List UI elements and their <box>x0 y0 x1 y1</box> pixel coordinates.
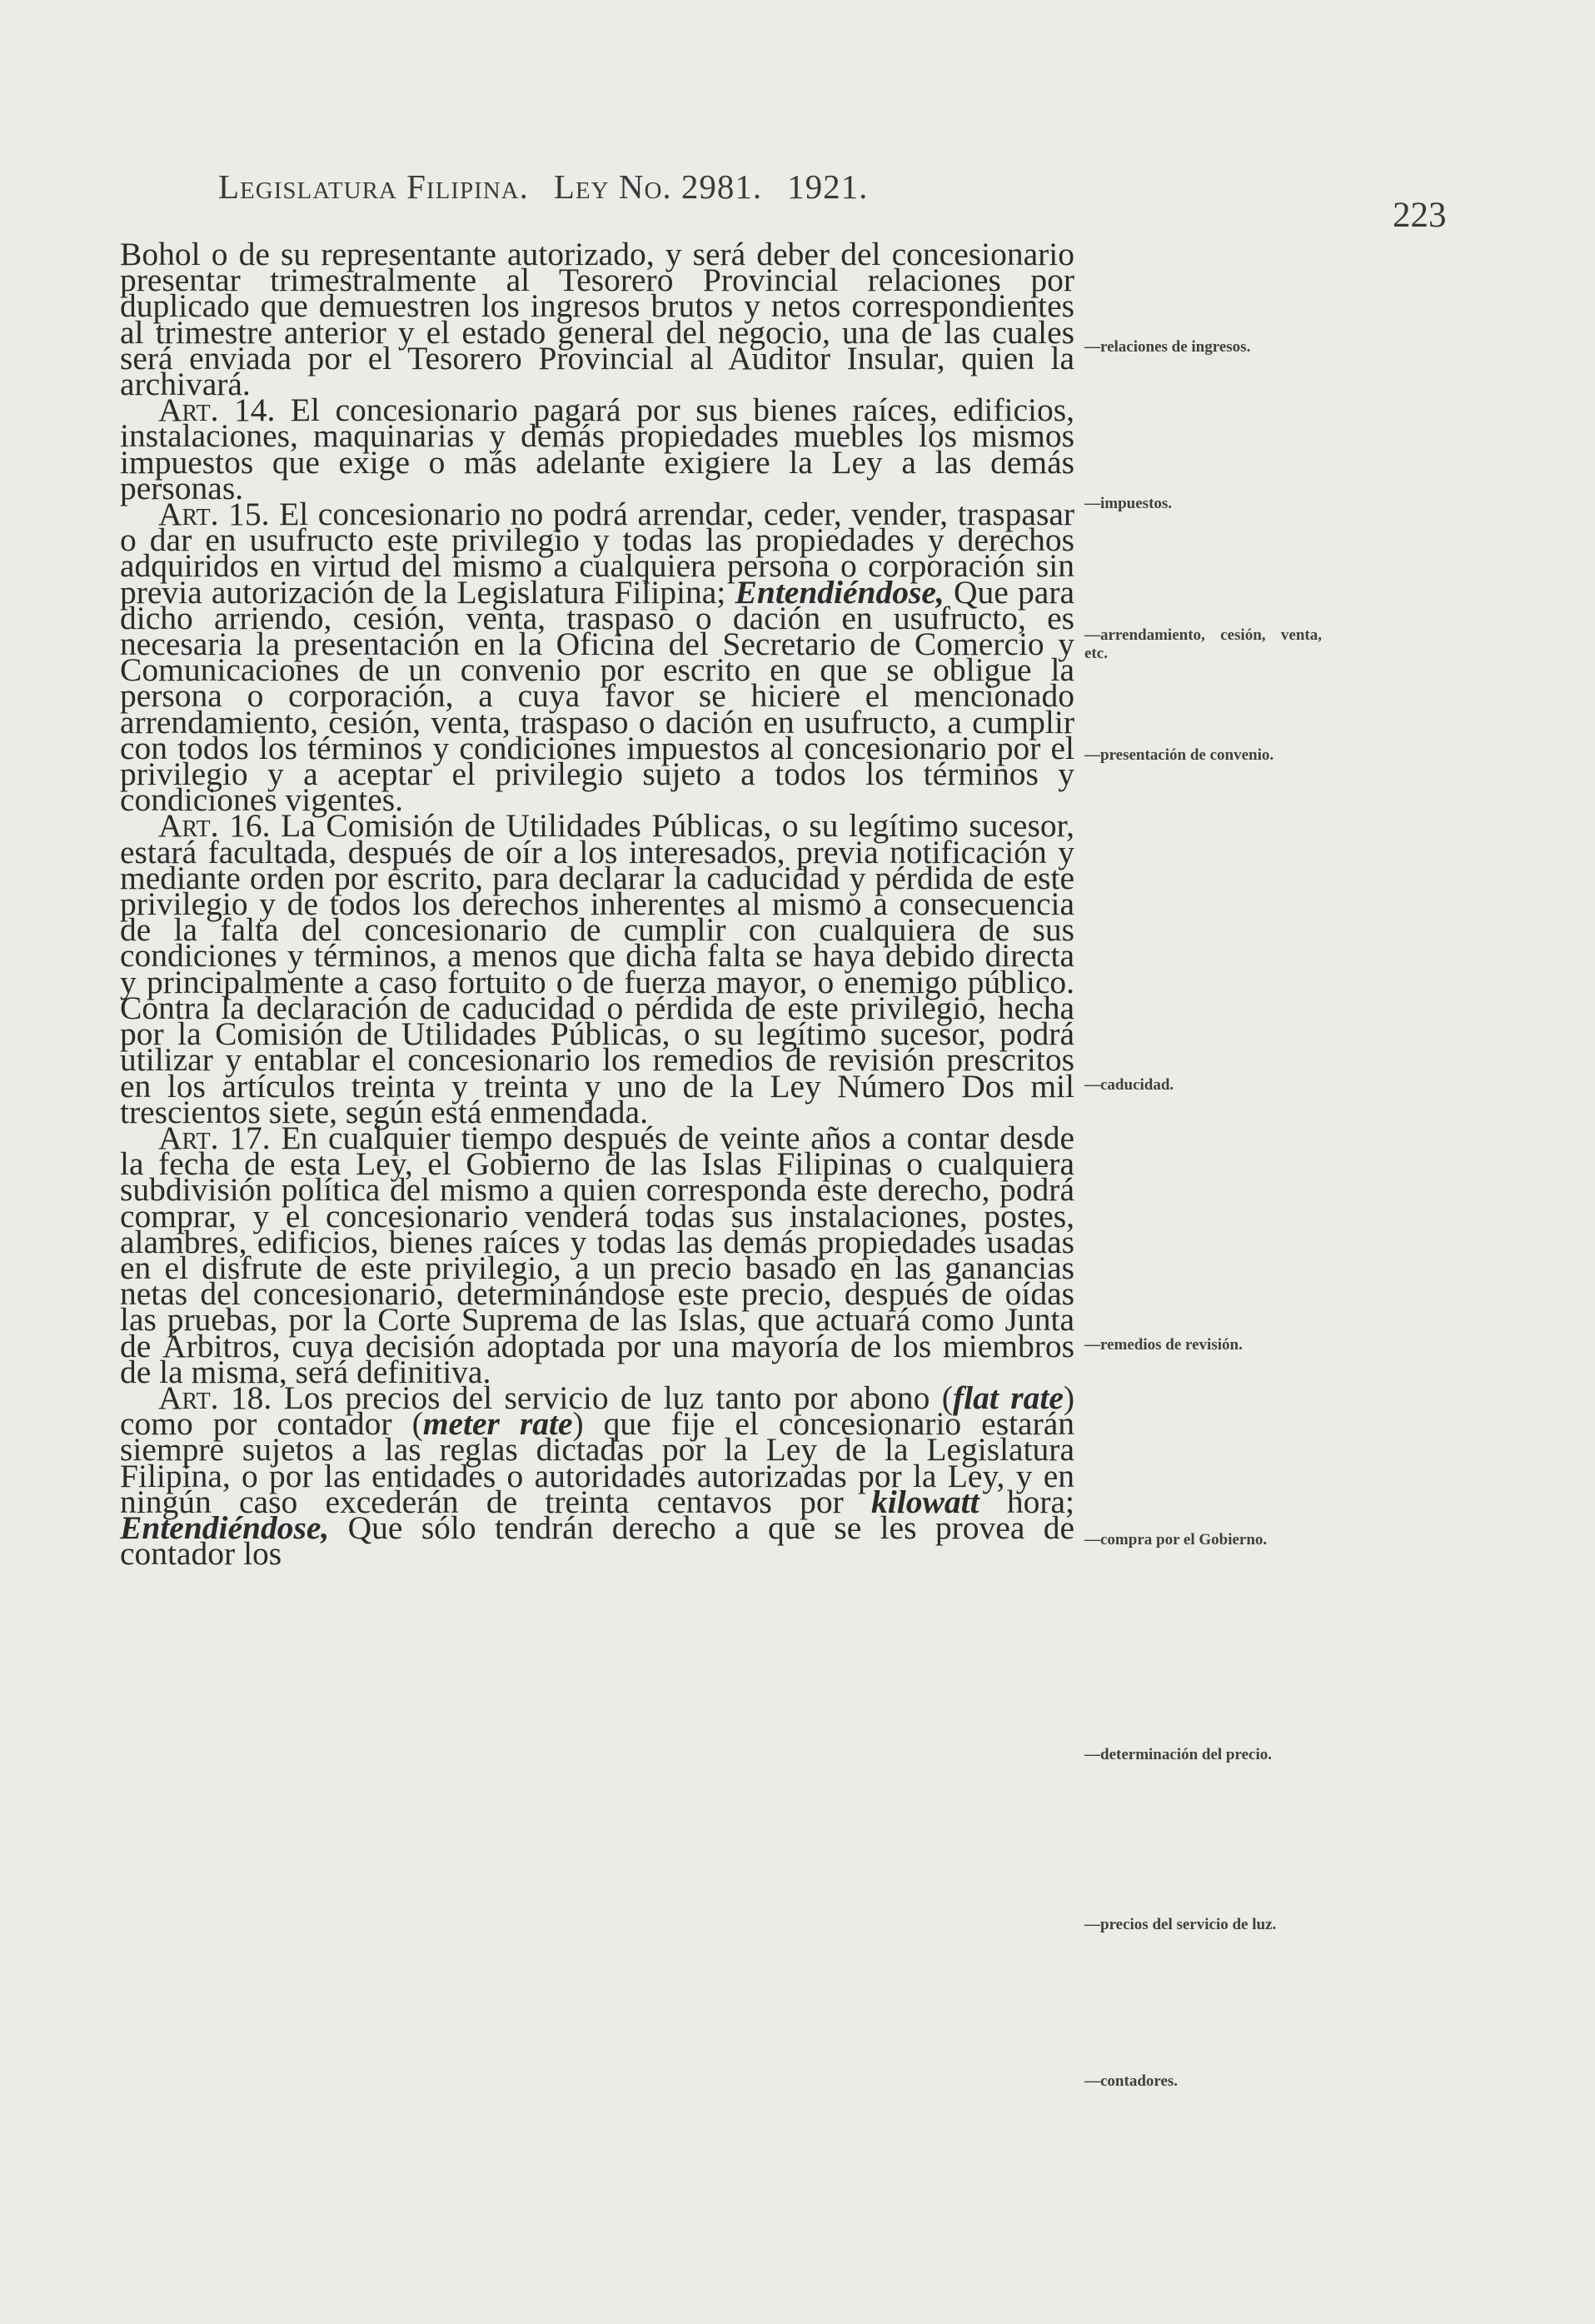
article-16 <box>120 807 1075 1130</box>
article-14-label: Art. 14. <box>158 391 276 429</box>
article-18-flat-rate: flat rate <box>952 1379 1064 1416</box>
page-number: 223 <box>1393 196 1447 235</box>
article-14 <box>120 391 1074 506</box>
article-16-text: La Comisión de Utilidades Públicas, o su legítimo sucesor, estará facultada, después de oír a los interesados, previa notificación y mediante orden por escrito, para declarar la caducidad y pérdida de este privilegio y de todos los derechos inherentes al mismo a consecuencia de la falta del concesionario de cumplir con cualquiera de sus condiciones y términos, a menos que dicha falta se haya debido directa y principalmente a caso fortuito o de fuerza mayor, o enemigo público. Contra la declaración de caducidad o pérdida de este privilegio, hecha por la Comisión de Utilidades Públicas, o su legítimo sucesor, podrá utilizar y entablar el concesionario los remedios de revisión prescritos en los artículos treinta y treinta y uno de la Ley Número Dos mil trescientos siete, según está enmendada. <box>120 807 1075 1130</box>
header-legislature: Legislatura Filipina. <box>218 167 529 206</box>
article-14-text: El concesionario pagará por sus bienes raíces, edificios, instalaciones, maquinarias y demás propiedades muebles los mismos impuestos que exige o más adelante exigiere la Ley a las demás personas. <box>120 391 1074 506</box>
margin-note-arrendamiento: —arrendamiento, cesión, venta, etc. <box>1084 626 1322 662</box>
article-18 <box>120 1379 1075 1573</box>
article-15-text-b: Que para dicho arriendo, cesión, venta, traspaso o dación en usufructo, es necesaria la presentación en la Oficina del Secretario de Comercio y Comunicaciones de un convenio por escrito en que se obligue la persona o corporación, a cuya favor se hiciere el mencionado arrendamiento, cesión, venta, traspaso o dación en usufructo, a cumplir con todos los términos y condiciones impuestos al concesionario por el privilegio y a aceptar el privilegio sujeto a todos los términos y condiciones vigentes. <box>120 573 1075 819</box>
article-17-label: Art. 17. <box>158 1119 271 1156</box>
margin-note-caducidad: —caducidad. <box>1084 1076 1174 1094</box>
margin-note-presentacion: —presentación de convenio. <box>1084 746 1274 764</box>
article-15-text-a: El concesionario no podrá arrendar, ceder, vender, traspasar o dar en usufructo este privilegio y todas las propiedades y derechos adquiridos en virtud del mismo a cualquiera persona o corporación sin previa autorización de la Legislatura Filipina; <box>120 496 1075 611</box>
paragraph-continuation: Bohol o de su representante autorizado, y será deber del concesionario presentar trimestralmente al Tesorero Provincial relaciones por duplicado que demuestren los ingresos brutos y netos correspondientes al trimestre anterior y el estado general del negocio, una de las cuales será enviada por el Tesorero Provincial al Auditor Insular, quien la archivará. <box>120 236 1074 403</box>
header-law-number: Ley No. 2981. <box>553 167 763 206</box>
article-18-text-c: ) que fije el concesionario estarán siempre sujetos a las reglas dictadas por la Ley de la Legislatura Filipina, o por las entidades o autoridades autorizadas por la Ley, y en ningún caso excederán de treinta centavos por <box>120 1405 1075 1520</box>
margin-note-contadores: —contadores. <box>1084 2072 1179 2090</box>
article-18-meter-rate: meter rate <box>422 1405 573 1443</box>
margin-note-impuestos: —impuestos. <box>1084 495 1173 512</box>
margin-note-precios: —precios del servicio de luz. <box>1084 1916 1277 1933</box>
article-15-emphasis: Entendiéndose, <box>735 573 945 611</box>
article-18-kilowatt: kilowatt <box>871 1483 979 1520</box>
margin-note-relaciones: —relaciones de ingresos. <box>1084 338 1251 356</box>
article-18-text-a: Los precios del servicio de luz tanto por abono ( <box>283 1379 953 1416</box>
article-18-text-e: Que sólo tendrán derecho a que se les provea de contador los <box>120 1509 1074 1573</box>
article-18-text-d: hora; <box>1006 1483 1075 1520</box>
article-15-label: Art. 15. <box>158 496 270 533</box>
article-17-text: En cualquier tiempo después de veinte años a contar desde la fecha de esta Ley, el Gobierno de las Islas Filipinas o cualquiera subdivisión política del mismo a quien corresponda este derecho, podrá comprar, y el concesionario venderá todas sus instalaciones, postes, alambres, edificios, bienes raíces y todas las demás propiedades usadas en el disfrute de este privilegio, a un precio basado en las ganancias netas del concesionario, determinándose este precio, después de oídas las pruebas, por la Corte Suprema de las Islas, que actuará como Junta de Árbitros, cuya decisión adoptada por una mayoría de los miembros de la misma, será definitiva. <box>120 1119 1075 1390</box>
article-18-label: Art. 18. <box>158 1379 272 1416</box>
margin-note-determinacion: —determinación del precio. <box>1084 1746 1272 1763</box>
header-year: 1921. <box>787 167 869 206</box>
article-18-text-b: ) como por contador ( <box>120 1379 1075 1443</box>
article-17 <box>120 1119 1075 1390</box>
margin-note-remedios: —remedios de revisión. <box>1084 1336 1243 1354</box>
margin-note-compra: —compra por el Gobierno. <box>1084 1531 1268 1549</box>
article-18-emphasis: Entendiéndose, <box>120 1509 330 1546</box>
article-16-label: Art. 16. <box>158 807 271 845</box>
body-text <box>120 236 1075 1573</box>
article-15 <box>120 496 1075 819</box>
running-header <box>218 167 868 207</box>
